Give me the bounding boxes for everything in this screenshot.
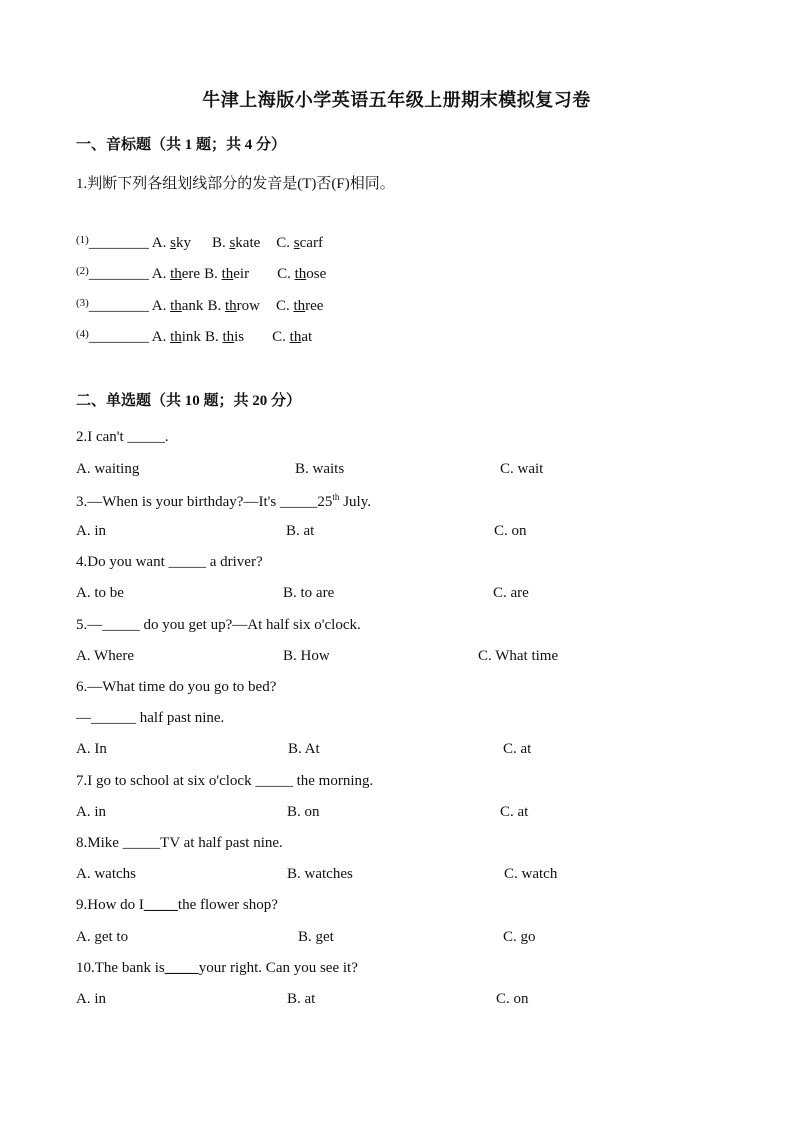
answer-blank: ________ bbox=[88, 235, 149, 251]
answer-blank: ________ bbox=[88, 329, 149, 345]
option-a-label: A. bbox=[148, 329, 171, 345]
option-a-label: A. bbox=[148, 266, 171, 282]
underlined-letters: th bbox=[170, 266, 182, 282]
option-c-label: C. bbox=[277, 266, 295, 282]
underlined-letters: th bbox=[221, 266, 234, 282]
question-10 bbox=[76, 960, 358, 977]
underlined-letters: th bbox=[293, 298, 306, 314]
q10-blank: ____ bbox=[164, 960, 199, 976]
q8-option-c: C. watch bbox=[504, 866, 558, 882]
q9-blank: ____ bbox=[143, 897, 178, 913]
q10-option-c: C. on bbox=[496, 991, 529, 1007]
option-b-rest: row bbox=[236, 298, 260, 314]
q3-superscript: th bbox=[332, 492, 340, 502]
option-a-rest: ky bbox=[175, 235, 191, 251]
option-b-label: B. bbox=[207, 298, 225, 314]
q4-option-b: B. to are bbox=[283, 585, 335, 601]
option-b-label: B. bbox=[204, 329, 223, 345]
answer-blank: ________ bbox=[88, 298, 149, 314]
option-b-rest: kate bbox=[235, 235, 261, 251]
q5-option-b: B. How bbox=[283, 648, 330, 664]
option-c-label: C. bbox=[276, 235, 294, 251]
option-a-rest: ink bbox=[181, 329, 201, 345]
underlined-letters: th bbox=[294, 266, 307, 282]
question-6: 6.—What time do you go to bed? bbox=[76, 679, 277, 695]
item-number: (3) bbox=[76, 297, 89, 309]
option-b-label: B. bbox=[211, 235, 230, 251]
underlined-letters: s bbox=[229, 235, 236, 251]
underlined-letters: th bbox=[222, 329, 235, 345]
q10-text-end: your right. Can you see it? bbox=[198, 960, 358, 976]
q10-text: 10.The bank is bbox=[76, 960, 165, 976]
q3-option-c: C. on bbox=[494, 523, 527, 539]
q3-text: 3.—When is your birthday?—It's _____25 bbox=[76, 494, 333, 510]
underlined-letters: th bbox=[170, 298, 182, 314]
option-c-label: C. bbox=[275, 298, 294, 314]
question-3 bbox=[76, 492, 371, 511]
q8-option-a: A. watchs bbox=[76, 866, 136, 882]
q1-item-3 bbox=[76, 297, 323, 315]
underlined-letters: th bbox=[224, 298, 237, 314]
answer-blank: ________ bbox=[88, 266, 149, 282]
q2-option-c: C. wait bbox=[500, 461, 544, 477]
item-number: (4) bbox=[76, 328, 89, 340]
option-a-label: A. bbox=[148, 235, 171, 251]
q7-option-c: C. at bbox=[500, 804, 529, 820]
q1-item-1 bbox=[76, 234, 323, 252]
option-c-rest: at bbox=[301, 329, 313, 345]
underlined-letters: th bbox=[289, 329, 302, 345]
q7-option-a: A. in bbox=[76, 804, 106, 820]
q9-option-c: C. go bbox=[503, 929, 536, 945]
question-9 bbox=[76, 897, 278, 914]
q10-option-b: B. at bbox=[287, 991, 316, 1007]
question-7: 7.I go to school at six o'clock _____ the morning. bbox=[76, 773, 374, 789]
q6-option-b: B. At bbox=[288, 741, 320, 757]
option-c-label: C. bbox=[272, 329, 290, 345]
option-b-label: B. bbox=[204, 266, 222, 282]
q1-item-4 bbox=[76, 328, 312, 346]
q9-text-end: the flower shop? bbox=[177, 897, 278, 913]
q2-option-b: B. waits bbox=[295, 461, 345, 477]
section1-heading: 一、音标题（共 1 题；共 4 分） bbox=[76, 137, 287, 153]
q10-option-a: A. in bbox=[76, 991, 106, 1007]
q6-option-c: C. at bbox=[503, 741, 532, 757]
question-4: 4.Do you want _____ a driver? bbox=[76, 554, 263, 570]
underlined-letters: th bbox=[170, 329, 182, 345]
question-5: 5.—_____ do you get up?—At half six o'clock. bbox=[76, 617, 361, 633]
question-2: 2.I can't _____. bbox=[76, 429, 169, 445]
option-a-rest: ere bbox=[181, 266, 201, 282]
q5-option-a: A. Where bbox=[76, 648, 135, 664]
q9-option-b: B. get bbox=[298, 929, 334, 945]
item-number: (2) bbox=[76, 265, 89, 277]
underlined-letters: s bbox=[293, 235, 300, 251]
question-8: 8.Mike _____TV at half past nine. bbox=[76, 835, 283, 851]
option-c-rest: carf bbox=[299, 235, 323, 251]
option-a-label: A. bbox=[148, 298, 171, 314]
q8-option-b: B. watches bbox=[287, 866, 353, 882]
option-b-rest: is bbox=[234, 329, 245, 345]
option-b-rest: eir bbox=[233, 266, 250, 282]
option-c-rest: ose bbox=[306, 266, 327, 282]
q7-option-b: B. on bbox=[287, 804, 320, 820]
option-c-rest: ree bbox=[305, 298, 324, 314]
section2-heading: 二、单选题（共 10 题；共 20 分） bbox=[76, 393, 302, 409]
underlined-letters: s bbox=[170, 235, 176, 251]
question-1: 1.判断下列各组划线部分的发音是(T)否(F)相同。 bbox=[76, 176, 395, 192]
q9-option-a: A. get to bbox=[76, 929, 129, 945]
page-title: 牛津上海版小学英语五年级上册期末模拟复习卷 bbox=[202, 90, 591, 110]
q3-text-end: July. bbox=[339, 494, 371, 510]
q3-option-b: B. at bbox=[286, 523, 315, 539]
q4-option-c: C. are bbox=[493, 585, 529, 601]
question-6-answer-line: —______ half past nine. bbox=[76, 710, 225, 726]
q3-option-a: A. in bbox=[76, 523, 106, 539]
q5-option-c: C. What time bbox=[478, 648, 559, 664]
q6-option-a: A. In bbox=[76, 741, 107, 757]
item-number: (1) bbox=[76, 234, 89, 246]
q1-item-2 bbox=[76, 265, 326, 283]
q2-option-a: A. waiting bbox=[76, 461, 140, 477]
q4-option-a: A. to be bbox=[76, 585, 124, 601]
option-a-rest: ank bbox=[181, 298, 204, 314]
q9-text: 9.How do I bbox=[76, 897, 144, 913]
